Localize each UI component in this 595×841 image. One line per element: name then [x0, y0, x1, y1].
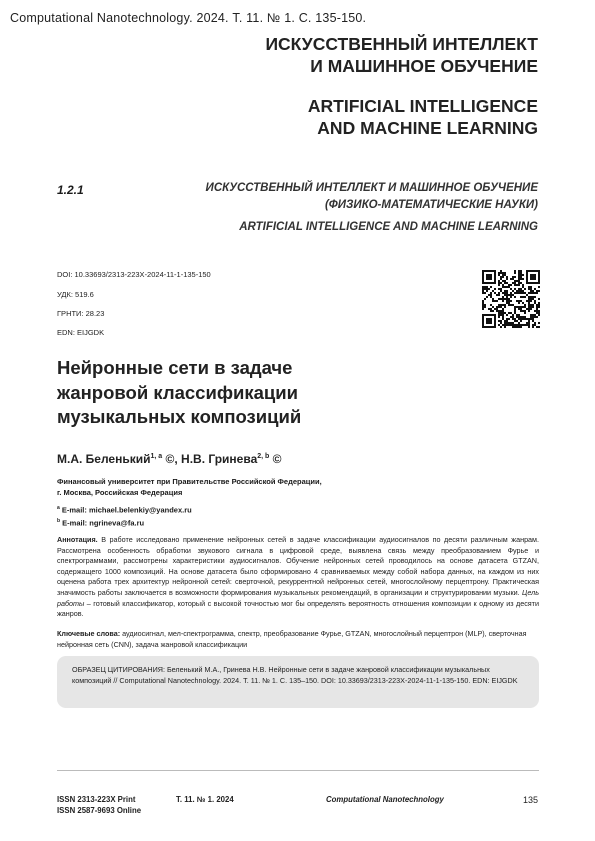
- section-title-ru: [265, 33, 538, 77]
- abstract: [57, 535, 539, 620]
- rubric-code: 1.2.1: [57, 183, 84, 197]
- section-title-ru-line2: И МАШИННОЕ ОБУЧЕНИЕ: [310, 56, 538, 76]
- email-b-link[interactable]: E-mail: ngrineva@fa.ru: [62, 518, 145, 528]
- section-title-en-line1: ARTIFICIAL INTELLIGENCE: [307, 96, 538, 116]
- email-b: [57, 518, 144, 528]
- doi-link[interactable]: DOI: 10.33693/2313-223X-2024-11-1-135-150: [57, 270, 211, 279]
- keywords: [57, 629, 539, 650]
- affiliation-line2: г. Москва, Российская Федерация: [57, 488, 183, 497]
- keywords-label: Ключевые слова:: [57, 629, 121, 638]
- email-a-sup: a: [57, 505, 60, 511]
- issn-online: ISSN 2587-9693 Online: [57, 806, 142, 815]
- running-header: Computational Nanotechnology. 2024. Т. 11. № 1. С. 135-150.: [10, 11, 367, 25]
- issn-print: ISSN 2313-223X Print: [57, 795, 136, 804]
- citation-text: ОБРАЗЕЦ ЦИТИРОВАНИЯ: Беленький М.А., Гринева Н.В. Нейронные сети в задаче жанровой классификации музыкальных композиций // Computational Nanotechnology. 2024. Т. 11. № 1. С. 135–150. DOI: 10.33693/2313-223X-2024-11-1-135-150. EDN: EIJGDK: [72, 665, 518, 685]
- affiliation: [57, 476, 322, 498]
- author-2-orcid-icon[interactable]: ©: [272, 452, 282, 466]
- abstract-goal-label: Цель работы: [57, 587, 539, 608]
- rubric-ru-line1: ИСКУССТВЕННЫЙ ИНТЕЛЛЕКТ И МАШИННОЕ ОБУЧЕНИЕ: [205, 182, 538, 194]
- rubric-ru-line2: (ФИЗИКО-МАТЕМАТИЧЕСКИЕ НАУКИ): [324, 199, 538, 211]
- footer-journal: Computational Nanotechnology: [326, 795, 444, 804]
- page-number: 135: [522, 795, 538, 805]
- author-separator: ,: [174, 452, 182, 466]
- author-1-name: М.А. Беленький: [57, 452, 151, 466]
- email-a-link[interactable]: E-mail: michael.belenkiy@yandex.ru: [61, 505, 192, 515]
- footer-volume: Т. 11. № 1. 2024: [176, 795, 234, 804]
- authors-line: [57, 452, 282, 466]
- author-2-affil-sup: 2, b: [257, 453, 270, 460]
- author-2-name: Н.В. Гринева: [181, 452, 258, 466]
- section-title-ru-line1: ИСКУССТВЕННЫЙ ИНТЕЛЛЕКТ: [265, 34, 538, 54]
- abstract-text: В работе исследовано применение нейронных сетей в задаче классификации аудиосигналов по десяти различным жанрам. Рассмотрена особенность обработки звукового сигнала в цифровой среде, выявлена связь между преобразованием Фурье и спектрограммами, рассмотрены характеристики аудиосигналов. Обучение нейронных сетей проводилось на основе датасета GTZAN, содержащего 1000 композиций. На основе датасета было сформировано 4 сравниваемых между собой набора данных, на каждом из них оценена работа трех архитектур нейронной сетей: сверточной, рекуррентной нейронных сетей, многослойному перцептрону. Практическая значимость работы заключается в возможности формирования музыкальных рекомендаций, в организации и структурировании музыки.: [57, 535, 539, 597]
- abstract-label: Аннотация.: [57, 535, 98, 544]
- article-title: [57, 356, 301, 430]
- edn-code: EDN: EIJGDK: [57, 328, 105, 337]
- footer-divider: [57, 770, 539, 771]
- author-1-affil-sup: 1, a: [150, 453, 163, 460]
- section-title-en-line2: AND MACHINE LEARNING: [317, 118, 538, 138]
- grnti-code: ГРНТИ: 28.23: [57, 309, 105, 318]
- section-title-en: [308, 95, 538, 139]
- qr-finder-top-right: [526, 270, 540, 284]
- article-title-line1: Нейронные сети в задаче: [57, 357, 293, 378]
- qr-finder-bottom-left: [482, 314, 496, 328]
- email-a: [57, 505, 192, 515]
- qr-finder-top-left: [482, 270, 496, 284]
- udk-code: УДК: 519.6: [57, 290, 94, 299]
- qr-code: [482, 270, 540, 328]
- abstract-goal-text: – готовый классификатор, который с высокой точностью мог бы определять вероятность отношения композиции к одному из десяти жанров.: [57, 598, 539, 619]
- citation-box: [57, 656, 539, 708]
- rubric-en: ARTIFICIAL INTELLIGENCE AND MACHINE LEARNING: [239, 221, 538, 233]
- affiliation-line1: Финансовый университет при Правительстве Российской Федерации,: [57, 477, 322, 486]
- keywords-text: аудиосигнал, мел-спектрограмма, спектр, преобразование Фурье, GTZAN, многослойный перцептрон (MLP), сверточная нейронная сеть (CNN), задача жанровой классификации: [57, 629, 527, 649]
- article-title-line3: музыкальных композиций: [57, 406, 302, 427]
- author-1-orcid-icon[interactable]: ©: [165, 452, 175, 466]
- email-b-sup: b: [57, 518, 61, 524]
- article-title-line2: жанровой классификации: [57, 381, 299, 403]
